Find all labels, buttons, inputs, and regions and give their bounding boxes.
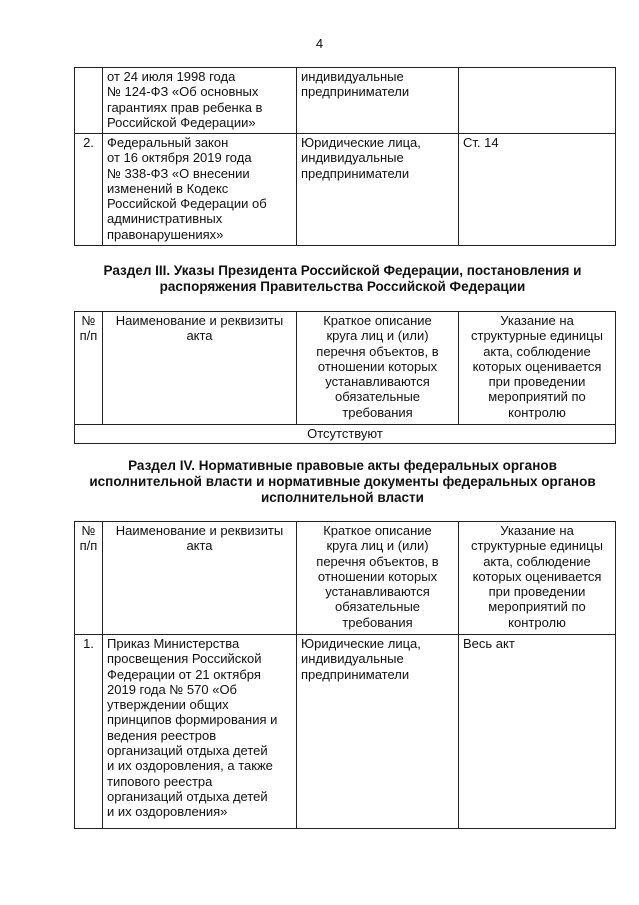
section-3-table <box>74 311 616 444</box>
structural-units-cell <box>459 68 616 134</box>
structural-units-cell: Ст. 14 <box>459 134 616 246</box>
absent-cell: Отсутствуют <box>75 425 616 444</box>
row-number-cell: 1. <box>75 635 103 829</box>
header-structural-units: Указание на структурные единицы акта, соблюдение которых оценивается при проведении мероприятий по контролю <box>459 522 616 635</box>
header-number: № п/п <box>75 312 103 425</box>
row-number-cell: 2. <box>75 134 103 246</box>
header-act-name: Наименование и реквизиты акта <box>103 312 297 425</box>
header-number: № п/п <box>75 522 103 635</box>
table-row <box>75 134 616 246</box>
subjects-cell: Юридические лица, индивидуальные предприниматели <box>297 635 459 829</box>
act-name-cell: Приказ Министерства просвещения Российской Федерации от 21 октября 2019 года № 570 «Об утверждении общих принципов формирования и ведения реестров организаций отдыха детей и их оздоровления, а также типового реестра организаций отдыха детей и их оздоровления» <box>103 635 297 829</box>
table-row <box>75 68 616 134</box>
section-4-table <box>74 521 616 829</box>
section-3-title: Раздел III. Указы Президента Российской Федерации, постановления и распоряжения Правительства Российской Федерации <box>103 263 582 294</box>
table-row <box>75 425 616 444</box>
table-header-row <box>75 312 616 425</box>
header-act-name: Наименование и реквизиты акта <box>103 522 297 635</box>
subjects-cell: индивидуальные предприниматели <box>297 68 459 134</box>
subjects-cell: Юридические лица, индивидуальные предприниматели <box>297 134 459 246</box>
laws-table-continuation <box>74 67 616 246</box>
row-number-cell <box>75 68 103 134</box>
table-row <box>75 635 616 829</box>
table-header-row <box>75 522 616 635</box>
act-name-cell: Федеральный закон от 16 октября 2019 года № 338-ФЗ «О внесении изменений в Кодекс Российской Федерации об административных правонарушениях» <box>103 134 297 246</box>
structural-units-cell: Весь акт <box>459 635 616 829</box>
header-structural-units: Указание на структурные единицы акта, соблюдение которых оценивается при проведении мероприятий по контролю <box>459 312 616 425</box>
act-name-cell: от 24 июля 1998 года № 124-ФЗ «Об основных гарантиях прав ребенка в Российской Федерации» <box>103 68 297 134</box>
header-subjects: Краткое описание круга лиц и (или) перечня объектов, в отношении которых устанавливаются обязательные требования <box>297 312 459 425</box>
section-4-title: Раздел IV. Нормативные правовые акты федеральных органов исполнительной власти и нормативные документы федеральных органов исполнительной власти <box>89 458 596 505</box>
header-subjects: Краткое описание круга лиц и (или) перечня объектов, в отношении которых устанавливаются обязательные требования <box>297 522 459 635</box>
page-number: 4 <box>315 36 324 51</box>
